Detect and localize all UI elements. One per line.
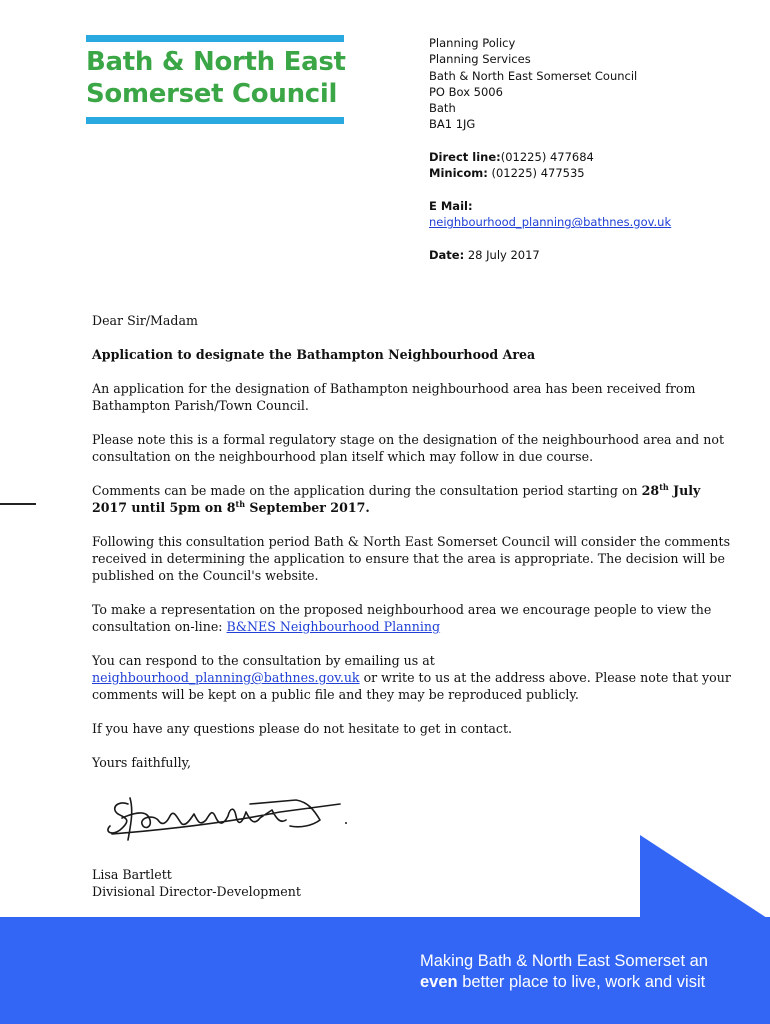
signatory-block [92, 866, 732, 900]
margin-mark [0, 503, 36, 505]
letter-date [429, 247, 671, 263]
paragraph-5: To make a representation on the proposed neighbourhood area we encourage people to view the consultation on-line: B&NES Neighbourhood Planning [92, 602, 712, 634]
date-label: Date: [429, 247, 465, 262]
email-label: E Mail: [429, 198, 473, 213]
direct-line-value: (01225) 477684 [500, 150, 594, 165]
email-link[interactable]: neighbourhood_planning@bathnes.gov.uk [429, 215, 672, 230]
salutation: Dear Sir/Madam [92, 313, 198, 328]
logo-top-bar [86, 35, 344, 42]
sender-address-block [429, 35, 671, 263]
letter-body [92, 312, 732, 771]
paragraph-6: You can respond to the consultation by emailing us at neighbourhood_planning@bathnes.gov.uk or write to us at the address above. Please note that your comments will be kept on a public file and they may be reproduced publicly. [92, 653, 731, 702]
organisation: Bath & North East Somerset Council [429, 68, 638, 83]
department: Planning Policy [429, 36, 516, 50]
paragraph-2: Please note this is a formal regulatory stage on the designation of the neighbourhood area and not consultation on the neighbourhood plan itself which may follow in due course. [92, 432, 724, 464]
minicom [429, 165, 671, 181]
date-value: 28 July 2017 [467, 247, 540, 262]
paragraph-7: If you have any questions please do not hesitate to get in contact. [92, 721, 513, 736]
town: Bath [429, 101, 456, 116]
po-box: PO Box 5006 [429, 84, 503, 99]
signatory-name: Lisa Bartlett [92, 867, 172, 882]
consultation-email-link[interactable]: neighbourhood_planning@bathnes.gov.uk [92, 670, 360, 685]
handwritten-signature [100, 790, 360, 850]
footer-corner-triangle [640, 835, 770, 920]
neighbourhood-planning-link[interactable]: B&NES Neighbourhood Planning [226, 619, 441, 634]
postcode: BA1 1JG [429, 117, 476, 132]
signatory-title: Divisional Director-Development [92, 884, 301, 899]
footer-slogan-line-2: even better place to live, work and visit [420, 973, 706, 991]
start-date-day: 28 [641, 483, 660, 498]
footer-slogan-line-1: Making Bath & North East Somerset an [420, 952, 708, 970]
direct-line [429, 149, 671, 165]
logo-line-1: Bath & North East [86, 47, 346, 77]
service: Planning Services [429, 52, 531, 67]
minicom-value: (01225) 477535 [491, 166, 585, 181]
logo-bottom-bar [86, 117, 344, 124]
closing: Yours faithfully, [92, 755, 192, 770]
paragraph-4: Following this consultation period Bath & North East Somerset Council will consider the comments received in determining the application to ensure that the area is appropriate. The decision will be published on the Council's website. [92, 534, 731, 583]
subject-heading: Application to designate the Bathampton Neighbourhood Area [92, 347, 536, 362]
logo-line-2: Somerset Council [86, 79, 338, 109]
footer-slogan [420, 951, 708, 993]
paragraph-1: An application for the designation of Bathampton neighbourhood area has been received from Bathampton Parish/Town Council. [92, 381, 696, 413]
paragraph-3: Comments can be made on the application during the consultation period starting on 28th July 2017 until 5pm on 8th September 2017. [92, 481, 701, 515]
direct-line-label: Direct line: [429, 150, 501, 165]
minicom-label: Minicom: [429, 166, 488, 181]
